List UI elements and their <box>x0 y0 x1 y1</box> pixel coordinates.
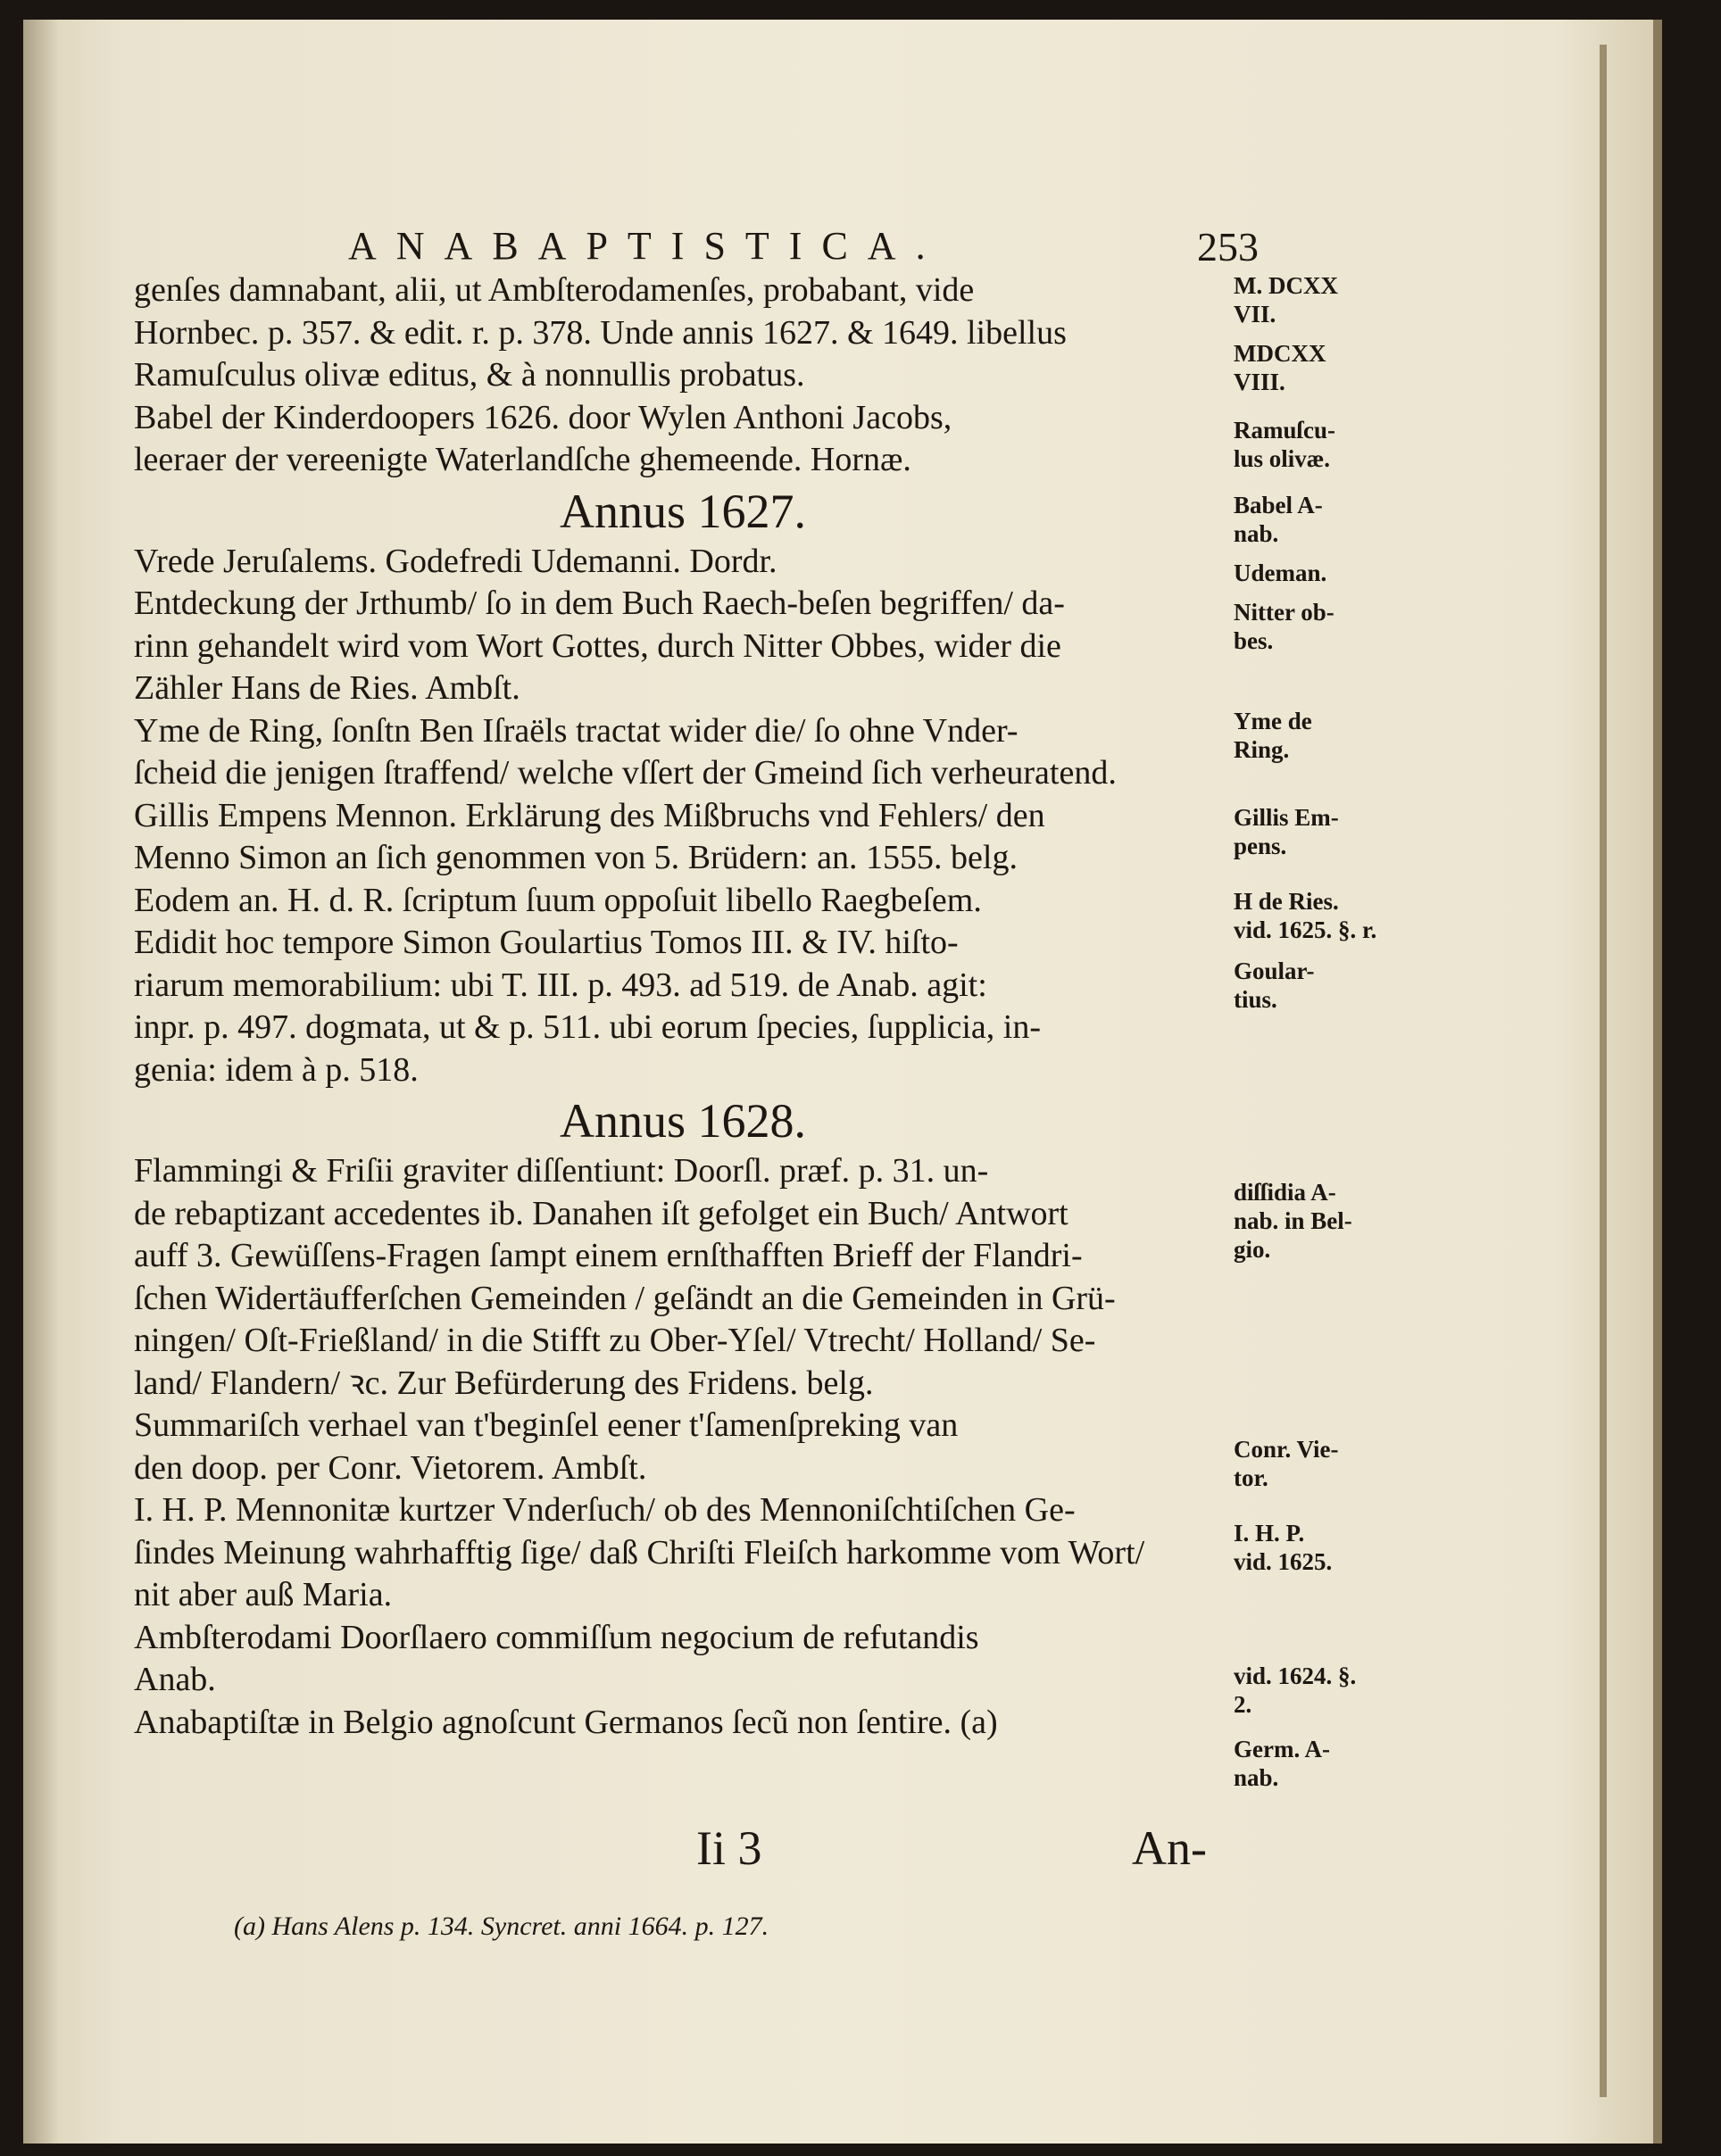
text-line: Entdeckung der Jrthumb/ ſo in dem Buch Raech-beſen begriffen/ da- <box>134 585 1065 622</box>
footnote: (a) Hans Alens p. 134. Syncret. anni 1664. p. 127. <box>234 1911 769 1941</box>
margin-note: Ramuſcu- lus olivæ. <box>1234 417 1335 472</box>
text-line: Ramuſculus olivæ editus, & à nonnullis probatus. <box>134 356 805 394</box>
text-line: Flammingi & Friſii graviter diſſentiunt: Doorſl. præf. p. 31. un- <box>134 1152 989 1190</box>
text-line: genſes damnabant, alii, ut Ambſterodamenſes, probabant, vide <box>134 271 975 309</box>
text-line: land/ Flandern/ ꝛc. Zur Befürderung des Fridens. belg. <box>134 1364 874 1402</box>
margin-note: Conr. Vie- tor. <box>1234 1436 1339 1491</box>
text-line: rinn gehandelt wird vom Wort Gottes, durch Nitter Obbes, wider die <box>134 626 1061 665</box>
text-line: Zähler Hans de Ries. Ambſt. <box>134 669 520 707</box>
year-heading: Annus 1628. <box>559 1094 806 1148</box>
text-line: de rebaptizant accedentes ib. Danahen iſt gefolget ein Buch/ Antwort <box>134 1194 1068 1232</box>
page-number: 253 <box>1197 224 1259 270</box>
text-line: Gillis Empens Mennon. Erklärung des Mißbruchs vnd Fehlers/ den <box>134 796 1045 834</box>
margin-note: Gillis Em- pens. <box>1234 804 1339 859</box>
page-edge <box>1600 45 1607 2097</box>
text-line: I. H. P. Mennonitæ kurtzer Vnderſuch/ ob des Mennoniſchtiſchen Ge- <box>134 1491 1076 1529</box>
margin-note: H de Ries. vid. 1625. §. r. <box>1234 888 1377 943</box>
text-line: Anab. <box>134 1661 216 1698</box>
text-line: Hornbec. p. 357. & edit. r. p. 378. Unde annis 1627. & 1649. libellus <box>134 313 1067 352</box>
text-line: Vrede Jeruſalems. Godefredi Udemanni. Dordr. <box>134 542 777 580</box>
text-line: Eodem an. H. d. R. ſcriptum ſuum oppoſuit libello Raegbeſem. <box>134 881 982 919</box>
text-line: ſcheid die jenigen ſtraffend/ welche vſſert der Gmeind ſich verheuratend. <box>134 754 1117 792</box>
margin-note: Babel A- nab. <box>1234 492 1323 547</box>
margin-note: I. H. P. vid. 1625. <box>1234 1520 1333 1575</box>
page-gutter-shadow <box>23 20 59 2144</box>
text-line: leeraer der vereenigte Waterlandſche ghemeende. Hornæ. <box>134 441 911 478</box>
text-line: Edidit hoc tempore Simon Goulartius Tomos III. & IV. hiſto- <box>134 924 959 961</box>
margin-note: diſſidia A- nab. in Bel- gio. <box>1234 1179 1352 1263</box>
margin-note: Yme de Ring. <box>1234 708 1312 763</box>
text-line: inpr. p. 497. dogmata, ut & p. 511. ubi eorum ſpecies, ſupplicia, in- <box>134 1008 1041 1046</box>
text-line: nit aber auß Maria. <box>134 1576 393 1613</box>
text-line: Yme de Ring, ſonſtn Ben Iſraëls tractat wider die/ ſo ohne Vnder- <box>134 711 1018 750</box>
text-line: riarum memorabilium: ubi T. III. p. 493. ad 519. de Anab. agit: <box>134 966 987 1004</box>
margin-note: Germ. A- nab. <box>1234 1736 1330 1791</box>
catchword: An- <box>1132 1821 1207 1875</box>
text-line: auff 3. Gewüſſens-Fragen ſampt einem ernſthafften Brieff der Flandri- <box>134 1237 1083 1274</box>
year-heading: Annus 1627. <box>559 484 806 538</box>
signature-mark: Ii 3 <box>696 1821 762 1875</box>
text-line: ningen/ Oſt-Frießland/ in die Stifft zu Ober-Yſel/ Vtrecht/ Holland/ Se- <box>134 1322 1096 1359</box>
page-header <box>348 214 1259 277</box>
running-title: ANABAPTISTICA. <box>348 224 945 268</box>
main-text-block <box>134 270 1232 1744</box>
text-line: Anabaptiſtæ in Belgio agnoſcunt Germanos ſecũ non ſentire. (a) <box>134 1703 998 1741</box>
text-line: Ambſterodami Doorſlaero commiſſum negocium de refutandis <box>134 1618 979 1656</box>
margin-note: Goular- tius. <box>1234 958 1315 1013</box>
text-line: ſchen Widertäufferſchen Gemeinden / geſändt an die Gemeinden in Grü- <box>134 1279 1116 1317</box>
text-line: ſindes Meinung wahrhafftig ſige/ daß Chriſti Fleiſch harkomme vom Wort/ <box>134 1533 1145 1571</box>
text-line: den doop. per Conr. Vietorem. Ambſt. <box>134 1448 647 1487</box>
margin-note: Nitter ob- bes. <box>1234 599 1334 654</box>
margin-note: vid. 1624. §. 2. <box>1234 1663 1357 1718</box>
text-line: Menno Simon an ſich genommen von 5. Brüdern: an. 1555. belg. <box>134 839 1018 876</box>
margin-note: MDCXX VIII. <box>1234 340 1326 395</box>
margin-note: Udeman. <box>1234 560 1327 586</box>
text-line: Summariſch verhael van t'beginſel eener t'ſamenſpreking van <box>134 1406 959 1444</box>
text-line: genia: idem à p. 518. <box>134 1050 419 1089</box>
margin-note: M. DCXX VII. <box>1234 272 1338 328</box>
text-line: Babel der Kinderdoopers 1626. door Wylen Anthoni Jacobs, <box>134 398 952 436</box>
